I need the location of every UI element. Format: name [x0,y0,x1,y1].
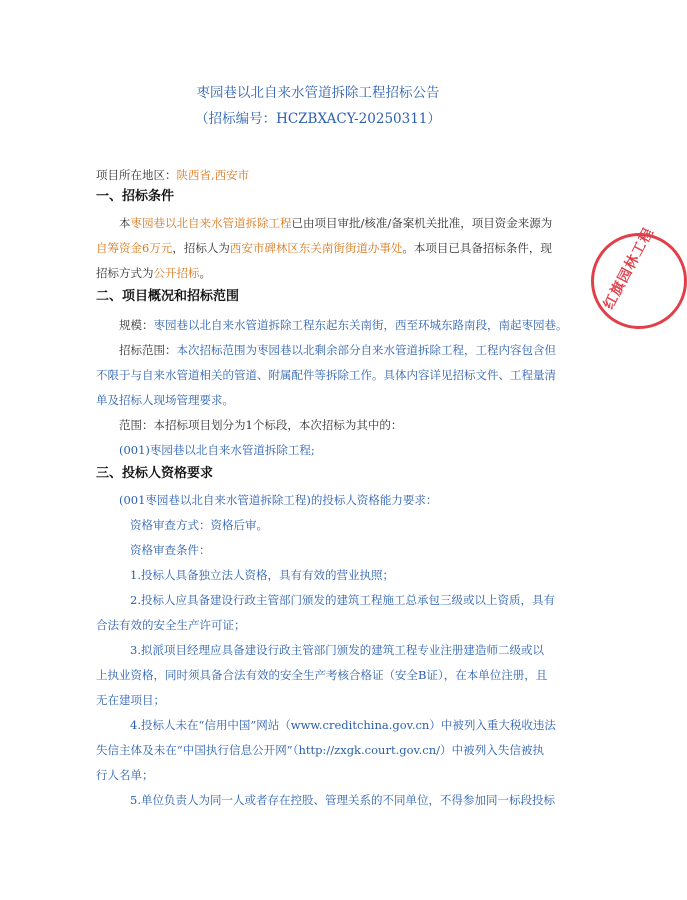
condition-2-line-2: 合法有效的安全生产许可证； [96,618,246,632]
condition-3-line-2: 上执业资格，同时须具备合法有效的安全生产考核合格证（安全B证），在本单位注册，且 [96,668,548,682]
location-value: 陕西省,西安市 [176,168,250,182]
range-text: 范围：本招标项目划分为1个标段，本次招标为其中的： [119,418,403,432]
review-method: 资格审查方式：资格后审。 [130,518,268,532]
seal-text: 红旗园林工程 [600,225,658,313]
review-conditions: 资格审查条件： [130,543,211,557]
bid-number: （招标编号：HCZBXACY-20250311） [195,111,441,127]
s1-line-3 [96,266,544,280]
location-label: 项目所在地区： [96,168,177,182]
s1-text: 本 [119,216,131,230]
condition-4-line-3: 行人名单； [96,768,154,782]
tender-method: 公开招标 [153,266,200,280]
s1-text: 。 [199,266,211,280]
s1-text: 已由项目审批/核准/备案机关批准，项目资金来源为 [291,216,553,230]
s1-line-1 [119,216,553,230]
condition-1: 1.投标人具备独立法人资格，具有有效的营业执照； [130,568,394,582]
condition-5-line-1: 5.单位负责人为同一人或者存在控股、管理关系的不同单位，不得参加同一标段投标 [130,793,555,807]
tenderer: 西安市碑林区东关南街街道办事处 [229,241,403,255]
section-1-heading: 一、招标条件 [96,189,175,204]
s1-text: 招标方式为 [96,266,154,280]
scope-label: 招标范围： [119,343,177,357]
scale-text: 枣园巷以北自来水管道拆除工程东起东关南街，西至环城东路南段，南起枣园巷。 [153,318,568,332]
company-seal [591,225,687,329]
scale-label: 规模： [119,318,154,332]
funding: 自筹资金6万元 [96,241,173,255]
s1-text: 。本项目已具备招标条件，现 [402,241,552,255]
lot-item: (001)枣园巷以北自来水管道拆除工程; [119,443,315,457]
scope-line-2: 不限于与自来水管道相关的管道、附属配件等拆除工作。具体内容详见招标文件、工程量清 [96,368,556,382]
scope-line-1 [119,343,556,357]
scope-text: 本次招标范围为枣园巷以北剩余部分自来水管道拆除工程，工程内容包含但 [176,343,556,357]
qual-intro: (001枣园巷以北自来水管道拆除工程)的投标人资格能力要求： [119,493,438,507]
project-location [96,168,544,182]
scale-line [119,318,568,332]
section-2-heading: 二、项目概况和招标范围 [96,289,240,304]
condition-3-line-1: 3.拟派项目经理应具备建设行政主管部门颁发的建筑工程专业注册建造师二级或以 [130,643,544,657]
project-name: 枣园巷以北自来水管道拆除工程 [130,216,292,230]
s1-line-2 [96,241,552,255]
condition-4-line-1: 4.投标人未在“信用中国”网站（www.creditchina.gov.cn）中被列入重大税收违法 [130,718,556,732]
section-3-heading: 三、投标人资格要求 [96,466,214,481]
scope-line-3: 单及招标人现场管理要求。 [96,393,234,407]
condition-2-line-1: 2.投标人应具备建设行政主管部门颁发的建筑工程施工总承包三级或以上资质，具有 [130,593,555,607]
page-title: 枣园巷以北自来水管道拆除工程招标公告 [196,85,440,101]
condition-3-line-3: 无在建项目； [96,693,165,707]
s1-text: ，招标人为 [172,241,230,255]
condition-4-line-2: 失信主体及未在“中国执行信息公开网”（http://zxgk.court.gov.cn/）中被列入失信被执 [96,743,544,757]
